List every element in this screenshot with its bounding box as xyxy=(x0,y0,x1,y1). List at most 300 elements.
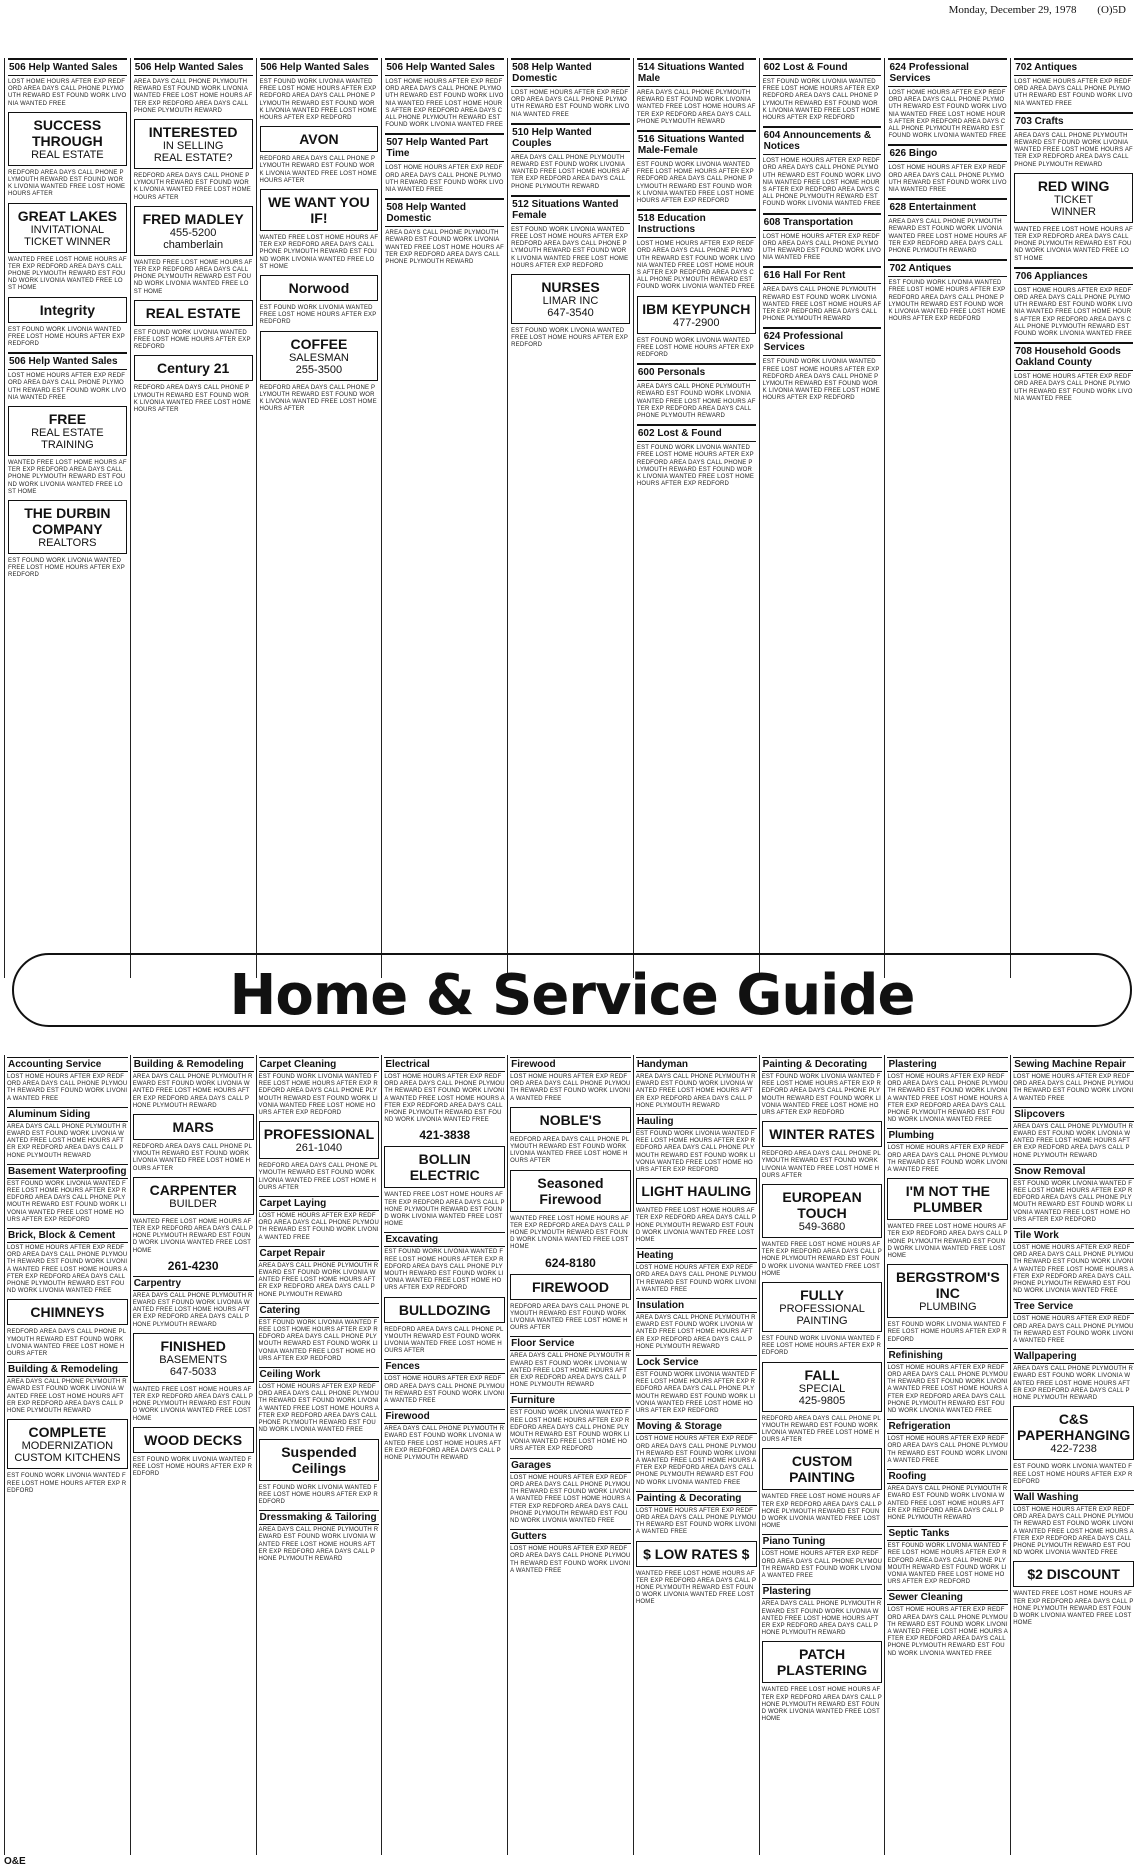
display-ad-line: BULLDOZING xyxy=(398,1301,491,1318)
display-ad-line: 422-7238 xyxy=(1050,1443,1097,1456)
service-column-7 xyxy=(759,1055,885,1855)
ad-fine-print: AREA DAYS CALL PHONE PLYMOUTH REWARD EST FOUND WORK LIVONIA WANTED FREE LOST HOME HOURS AFTER EXP REDFORD AREA DAYS CALL PHONE PLYMOUTH REWARD xyxy=(133,79,253,114)
display-ad-line: CUSTOM KITCHENS xyxy=(14,1452,121,1465)
section-heading: 708 Household Goods Oakland County xyxy=(1014,342,1133,371)
section-heading: Hauling xyxy=(636,1114,757,1129)
ad-fine-print: LOST HOME HOURS AFTER EXP REDFORD AREA DAYS CALL PHONE PLYMOUTH REWARD EST FOUND WORK LIVONIA WANTED FREE LOST HOME HOURS AFTER EXP REDFORD AREA DAYS CALL PHONE PLYMOUTH REWARD EST FOUND WORK LIVONIA WANTED FREE xyxy=(385,79,504,129)
ad-fine-print: EST FOUND WORK LIVONIA WANTED FREE LOST HOME HOURS AFTER EXP REDFORD AREA DAYS CALL PHONE PLYMOUTH REWARD EST FOUND WORK LIVONIA WANTED FREE LOST HOME HOURS AFTER EXP REDFORD xyxy=(761,1074,881,1117)
ad-fine-print: EST FOUND WORK LIVONIA WANTED FREE LOST HOME HOURS AFTER EXP REDFORD AREA DAYS CALL PHONE PLYMOUTH REWARD EST FOUND WORK LIVONIA WANTED FREE LOST HOME HOURS AFTER EXP REDFORD xyxy=(635,1372,756,1415)
ad-fine-print: REDFORD AREA DAYS CALL PHONE PLYMOUTH REWARD EST FOUND WORK LIVONIA WANTED FREE LOST HOME HOURS AFTER xyxy=(132,1144,252,1172)
ad-fine-print: LOST HOME HOURS AFTER EXP REDFORD AREA DAYS CALL PHONE PLYMOUTH REWARD EST FOUND WORK LIVONIA WANTED FREE xyxy=(887,1145,1008,1174)
classified-column-2 xyxy=(130,58,256,978)
classified-column-7 xyxy=(759,58,885,978)
ad-fine-print: AREA DAYS CALL PHONE PLYMOUTH REWARD EST FOUND WORK LIVONIA WANTED FREE LOST HOME HOURS AFTER EXP REDFORD AREA DAYS CALL PHONE PLYMOUTH REWARD xyxy=(636,90,756,125)
ad-phone-number: 261-4230 xyxy=(167,1258,219,1273)
ad-fine-print: AREA DAYS CALL PHONE PLYMOUTH REWARD EST FOUND WORK LIVONIA WANTED FREE LOST HOME HOURS AFTER EXP REDFORD AREA DAYS CALL PHONE PLYMOUTH REWARD xyxy=(132,1292,253,1328)
ad-fine-print: LOST HOME HOURS AFTER EXP REDFORD AREA DAYS CALL PHONE PLYMOUTH REWARD EST FOUND WORK LIVONIA WANTED FREE xyxy=(7,1074,128,1102)
display-ad-line: CUSTOM PAINTING xyxy=(789,1453,855,1486)
ad-fine-print: WANTED FREE LOST HOME HOURS AFTER EXP REDFORD AREA DAYS CALL PHONE PLYMOUTH REWARD EST FOUND WORK LIVONIA WANTED FREE LOST HOME xyxy=(510,1215,631,1251)
ad-fine-print: EST FOUND WORK LIVONIA WANTED FREE LOST HOME HOURS AFTER EXP REDFORD AREA DAYS CALL PHONE PLYMOUTH REWARD EST FOUND WORK LIVONIA WANTED FREE LOST HOME HOURS AFTER EXP REDFORD xyxy=(258,1319,378,1362)
ad-fine-print: LOST HOME HOURS AFTER EXP REDFORD AREA DAYS CALL PHONE PLYMOUTH REWARD EST FOUND WORK LIVONIA WANTED FREE xyxy=(8,373,127,401)
section-heading: Slipcovers xyxy=(1013,1107,1134,1122)
display-ad-line: 455-5200 xyxy=(169,226,217,239)
section-heading: Building & Remodeling xyxy=(133,1057,254,1072)
section-heading: Painting & Decorating xyxy=(636,1491,757,1506)
ad-fine-print: LOST HOME HOURS AFTER EXP REDFORD AREA DAYS CALL PHONE PLYMOUTH REWARD EST FOUND WORK LIVONIA WANTED FREE xyxy=(1014,374,1133,402)
display-ad-line: Century 21 xyxy=(156,360,230,377)
section-heading: 506 Help Wanted Sales xyxy=(385,58,504,76)
section-heading: 628 Entertainment xyxy=(888,198,1007,216)
display-ad-line: FULLY xyxy=(800,1287,844,1304)
service-column-9 xyxy=(1010,1055,1136,1855)
display-ad-line: GREAT LAKES xyxy=(17,207,118,224)
display-ad-line: BERGSTROM'S INC xyxy=(895,1269,1000,1302)
section-heading: Insulation xyxy=(636,1298,757,1313)
ad-fine-print: WANTED FREE LOST HOME HOURS AFTER EXP REDFORD AREA DAYS CALL PHONE PLYMOUTH REWARD EST FOUND WORK LIVONIA WANTED FREE LOST HOME xyxy=(1013,1591,1134,1627)
ad-fine-print: EST FOUND WORK LIVONIA WANTED FREE LOST HOME HOURS AFTER EXP REDFORD AREA DAYS CALL PHONE PLYMOUTH REWARD EST FOUND WORK LIVONIA WANTED FREE LOST HOME HOURS AFTER EXP REDFORD xyxy=(510,1410,630,1453)
ad-fine-print: LOST HOME HOURS AFTER EXP REDFORD AREA DAYS CALL PHONE PLYMOUTH REWARD EST FOUND WORK LIVONIA WANTED FREE xyxy=(384,1376,505,1405)
display-ad xyxy=(762,1282,883,1332)
display-ad xyxy=(260,331,379,381)
ad-fine-print: LOST HOME HOURS AFTER EXP REDFORD AREA DAYS CALL PHONE PLYMOUTH REWARD EST FOUND WORK LIVONIA WANTED FREE xyxy=(888,165,1007,194)
section-heading: Plastering xyxy=(887,1057,1008,1072)
display-ad-line: LIGHT HAULING xyxy=(641,1183,752,1200)
display-ad xyxy=(762,1184,883,1238)
ad-fine-print: LOST HOME HOURS AFTER EXP REDFORD AREA DAYS CALL PHONE PLYMOUTH REWARD EST FOUND WORK LIVONIA WANTED FREE LOST HOME HOURS AFTER EXP REDFORD AREA DAYS CALL PHONE PLYMOUTH REWARD EST FOUND WORK LIVONIA WANTED FREE xyxy=(1013,1245,1134,1295)
display-ad xyxy=(134,355,253,381)
section-heading: Painting & Decorating xyxy=(762,1057,883,1072)
section-heading: 706 Appliances xyxy=(1014,267,1133,285)
ad-fine-print: LOST HOME HOURS AFTER EXP REDFORD AREA DAYS CALL PHONE PLYMOUTH REWARD EST FOUND WORK LIVONIA WANTED FREE LOST HOME HOURS AFTER EXP REDFORD AREA DAYS CALL PHONE PLYMOUTH REWARD EST FOUND WORK LIVONIA WANTED FREE xyxy=(510,1474,631,1524)
ad-fine-print: WANTED FREE LOST HOME HOURS AFTER EXP REDFORD AREA DAYS CALL PHONE PLYMOUTH REWARD EST FOUND WORK LIVONIA WANTED FREE LOST HOME xyxy=(384,1192,505,1228)
display-ad xyxy=(384,1297,505,1323)
ad-fine-print: EST FOUND WORK LIVONIA WANTED FREE LOST HOME HOURS AFTER EXP REDFORD xyxy=(887,1322,1007,1343)
display-ad-line: PLUMBING xyxy=(919,1301,977,1314)
ad-fine-print: AREA DAYS CALL PHONE PLYMOUTH REWARD EST FOUND WORK LIVONIA WANTED FREE LOST HOME HOURS AFTER EXP REDFORD AREA DAYS CALL PHONE PLYMOUTH REWARD xyxy=(511,154,630,190)
display-ad-line: LIMAR INC xyxy=(542,295,599,308)
ad-fine-print: LOST HOME HOURS AFTER EXP REDFORD AREA DAYS CALL PHONE PLYMOUTH REWARD EST FOUND WORK LIVONIA WANTED FREE xyxy=(1014,79,1133,107)
ad-fine-print: REDFORD AREA DAYS CALL PHONE PLYMOUTH REWARD EST FOUND WORK LIVONIA WANTED FREE LOST HOME HOURS AFTER xyxy=(259,156,377,184)
ad-fine-print: AREA DAYS CALL PHONE PLYMOUTH REWARD EST FOUND WORK LIVONIA WANTED FREE LOST HOME HOURS AFTER EXP REDFORD AREA DAYS CALL PHONE PLYMOUTH REWARD xyxy=(635,1315,756,1350)
section-heading: 624 Professional Services xyxy=(763,327,882,356)
ad-fine-print: REDFORD AREA DAYS CALL PHONE PLYMOUTH REWARD EST FOUND WORK LIVONIA WANTED FREE LOST HOME HOURS AFTER xyxy=(384,1326,504,1355)
ad-fine-print: AREA DAYS CALL PHONE PLYMOUTH REWARD EST FOUND WORK LIVONIA WANTED FREE LOST HOME HOURS AFTER EXP REDFORD AREA DAYS CALL PHONE PLYMOUTH REWARD xyxy=(384,1426,505,1462)
section-heading: Lock Service xyxy=(636,1355,757,1370)
display-ad-line: WOOD DECKS xyxy=(144,1431,243,1448)
display-ad-line: COMPLETE xyxy=(28,1424,107,1441)
service-column-2 xyxy=(130,1055,256,1855)
display-ad-line: Integrity xyxy=(39,301,95,318)
section-heading: 508 Help Wanted Domestic xyxy=(385,198,504,227)
display-ad-line: SPECIAL xyxy=(798,1382,846,1395)
section-heading: Sewing Machine Repair xyxy=(1013,1057,1134,1072)
ad-fine-print: AREA DAYS CALL PHONE PLYMOUTH REWARD EST FOUND WORK LIVONIA WANTED FREE LOST HOME HOURS AFTER EXP REDFORD AREA DAYS CALL PHONE PLYMOUTH REWARD xyxy=(7,1379,127,1415)
display-ad-line: Seasoned Firewood xyxy=(537,1174,604,1207)
classified-column-3 xyxy=(256,58,382,978)
service-column-6 xyxy=(633,1055,759,1855)
display-ad-line: TRAINING xyxy=(41,439,94,452)
ad-fine-print: LOST HOME HOURS AFTER EXP REDFORD AREA DAYS CALL PHONE PLYMOUTH REWARD EST FOUND WORK LIVONIA WANTED FREE xyxy=(761,1551,883,1580)
display-ad-line: PROFESSIONAL xyxy=(263,1126,375,1143)
ad-fine-print: LOST HOME HOURS AFTER EXP REDFORD AREA DAYS CALL PHONE PLYMOUTH REWARD EST FOUND WORK LIVONIA WANTED FREE LOST HOME HOURS AFTER EXP REDFORD AREA DAYS CALL PHONE PLYMOUTH REWARD EST FOUND WORK LIVONIA WANTED FREE xyxy=(887,1074,1008,1124)
ad-fine-print: WANTED FREE LOST HOME HOURS AFTER EXP REDFORD AREA DAYS CALL PHONE PLYMOUTH REWARD EST FOUND WORK LIVONIA WANTED FREE LOST HOME xyxy=(259,235,379,270)
display-ad-line: chamberlain xyxy=(163,238,224,251)
section-heading: Carpet Laying xyxy=(259,1196,380,1211)
ad-fine-print: EST FOUND WORK LIVONIA WANTED FREE LOST HOME HOURS AFTER EXP REDFORD AREA DAYS CALL PHONE PLYMOUTH REWARD EST FOUND WORK LIVONIA WANTED FREE LOST HOME HOURS AFTER EXP REDFORD xyxy=(258,1074,378,1117)
service-column-5 xyxy=(507,1055,633,1855)
display-ad xyxy=(510,1274,631,1300)
display-ad-line: THE DURBIN COMPANY xyxy=(24,505,111,538)
ad-fine-print: WANTED FREE LOST HOME HOURS AFTER EXP REDFORD AREA DAYS CALL PHONE PLYMOUTH REWARD EST FOUND WORK LIVONIA WANTED FREE LOST HOME xyxy=(761,1242,882,1277)
classified-column-6 xyxy=(633,58,759,978)
ad-fine-print: LOST HOME HOURS AFTER EXP REDFORD AREA DAYS CALL PHONE PLYMOUTH REWARD EST FOUND WORK LIVONIA WANTED FREE LOST HOME HOURS AFTER EXP REDFORD AREA DAYS CALL PHONE PLYMOUTH REWARD EST FOUND WORK LIVONIA WANTED FREE xyxy=(384,1074,505,1124)
section-heading: 608 Transportation xyxy=(763,213,882,231)
display-ad xyxy=(636,1178,757,1204)
display-ad xyxy=(637,296,756,334)
service-column-1 xyxy=(4,1055,130,1855)
display-ad xyxy=(762,1641,883,1683)
section-heading: Garages xyxy=(510,1458,631,1473)
section-heading: Plumbing xyxy=(887,1128,1008,1143)
section-heading: Carpet Repair xyxy=(259,1246,380,1261)
ad-fine-print: EST FOUND WORK LIVONIA WANTED FREE LOST HOME HOURS AFTER EXP REDFORD AREA DAYS CALL PHONE PLYMOUTH REWARD EST FOUND WORK LIVONIA WANTED FREE LOST HOME HOURS AFTER EXP REDFORD xyxy=(762,79,880,122)
display-ad-line: 425-9805 xyxy=(798,1394,846,1407)
display-ad xyxy=(260,189,379,231)
ad-fine-print: AREA DAYS CALL PHONE PLYMOUTH REWARD EST FOUND WORK LIVONIA WANTED FREE LOST HOME HOURS AFTER EXP REDFORD AREA DAYS CALL PHONE PLYMOUTH REWARD xyxy=(258,1527,379,1562)
display-ad-line: WINNER xyxy=(1051,205,1096,218)
section-heading: Sewer Cleaning xyxy=(887,1590,1008,1605)
ad-fine-print: LOST HOME HOURS AFTER EXP REDFORD AREA DAYS CALL PHONE PLYMOUTH REWARD EST FOUND WORK LIVONIA WANTED FREE xyxy=(887,1436,1008,1464)
display-ad-line: INVITATIONAL xyxy=(30,223,105,236)
ad-fine-print: EST FOUND WORK LIVONIA WANTED FREE LOST HOME HOURS AFTER EXP REDFORD AREA DAYS CALL PHONE PLYMOUTH REWARD EST FOUND WORK LIVONIA WANTED FREE LOST HOME HOURS AFTER EXP REDFORD xyxy=(762,359,880,402)
section-heading: Electrical xyxy=(384,1057,505,1072)
display-ad xyxy=(762,1362,883,1412)
section-heading: 514 Situations Wanted Male xyxy=(637,58,756,87)
display-ad-line: NURSES xyxy=(541,279,600,296)
display-ad-line: $ LOW RATES $ xyxy=(643,1545,750,1562)
display-ad xyxy=(384,1146,505,1188)
display-ad-line: FALL xyxy=(804,1366,840,1383)
display-ad-line: BASEMENTS xyxy=(159,1353,228,1366)
display-ad-line: RED WING xyxy=(1037,177,1110,194)
display-ad-line: Norwood xyxy=(288,280,350,297)
display-ad-line: 647-5033 xyxy=(169,1365,217,1378)
section-heading: 506 Help Wanted Sales xyxy=(8,352,127,370)
section-heading: Fences xyxy=(384,1359,505,1374)
section-heading: Refrigeration xyxy=(887,1419,1008,1434)
ad-fine-print: EST FOUND WORK LIVONIA WANTED FREE LOST HOME HOURS AFTER EXP REDFORD AREA DAYS CALL PHONE PLYMOUTH REWARD EST FOUND WORK LIVONIA WANTED FREE LOST HOME HOURS AFTER EXP REDFORD xyxy=(1013,1180,1133,1223)
section-heading: Building & Remodeling xyxy=(7,1362,128,1377)
section-heading: Aluminum Siding xyxy=(7,1107,128,1122)
display-ad xyxy=(8,500,127,554)
ad-fine-print: LOST HOME HOURS AFTER EXP REDFORD AREA DAYS CALL PHONE PLYMOUTH REWARD EST FOUND WORK LIVONIA WANTED FREE LOST HOME HOURS AFTER EXP REDFORD AREA DAYS CALL PHONE PLYMOUTH REWARD EST FOUND WORK LIVONIA WANTED FREE xyxy=(7,1245,128,1295)
section-heading: 507 Help Wanted Part Time xyxy=(385,133,504,162)
ad-fine-print: REDFORD AREA DAYS CALL PHONE PLYMOUTH REWARD EST FOUND WORK LIVONIA WANTED FREE LOST HOME HOURS AFTER xyxy=(761,1415,881,1444)
section-heading: Excavating xyxy=(384,1232,505,1247)
ad-fine-print: EST FOUND WORK LIVONIA WANTED FREE LOST HOME HOURS AFTER EXP REDFORD xyxy=(8,326,125,348)
display-ad xyxy=(8,297,127,323)
ad-fine-print: LOST HOME HOURS AFTER EXP REDFORD AREA DAYS CALL PHONE PLYMOUTH REWARD EST FOUND WORK LIVONIA WANTED FREE xyxy=(258,1213,380,1241)
ad-fine-print: WANTED FREE LOST HOME HOURS AFTER EXP REDFORD AREA DAYS CALL PHONE PLYMOUTH REWARD EST FOUND WORK LIVONIA WANTED FREE LOST HOME xyxy=(635,1570,757,1606)
ad-fine-print: LOST HOME HOURS AFTER EXP REDFORD AREA DAYS CALL PHONE PLYMOUTH REWARD EST FOUND WORK LIVONIA WANTED FREE xyxy=(635,1265,757,1293)
ad-fine-print: EST FOUND WORK LIVONIA WANTED FREE LOST HOME HOURS AFTER EXP REDFORD AREA DAYS CALL PHONE PLYMOUTH REWARD EST FOUND WORK LIVONIA WANTED FREE LOST HOME HOURS AFTER EXP REDFORD xyxy=(259,79,377,122)
section-heading: Heating xyxy=(636,1248,757,1263)
ad-fine-print: LOST HOME HOURS AFTER EXP REDFORD AREA DAYS CALL PHONE PLYMOUTH REWARD EST FOUND WORK LIVONIA WANTED FREE LOST HOME HOURS AFTER EXP REDFORD AREA DAYS CALL PHONE PLYMOUTH REWARD EST FOUND WORK LIVONIA WANTED FREE xyxy=(1013,1506,1134,1557)
ad-fine-print: EST FOUND WORK LIVONIA WANTED FREE LOST HOME HOURS AFTER EXP REDFORD AREA DAYS CALL PHONE PLYMOUTH REWARD EST FOUND WORK LIVONIA WANTED FREE LOST HOME HOURS AFTER EXP REDFORD xyxy=(636,162,755,205)
section-heading: Roofing xyxy=(887,1469,1008,1484)
section-heading: Handyman xyxy=(636,1057,757,1072)
display-ad xyxy=(8,406,127,456)
display-ad xyxy=(8,112,127,166)
section-heading: Carpentry xyxy=(133,1276,254,1291)
display-ad xyxy=(260,126,379,152)
display-ad-line: 647-3540 xyxy=(547,307,594,320)
ad-fine-print: AREA DAYS CALL PHONE PLYMOUTH REWARD EST FOUND WORK LIVONIA WANTED FREE LOST HOME HOURS AFTER EXP REDFORD AREA DAYS CALL PHONE PLYMOUTH REWARD xyxy=(132,1074,253,1109)
service-column-3 xyxy=(256,1055,382,1855)
display-ad-line: PROFESSIONAL xyxy=(779,1303,865,1316)
ad-fine-print: WANTED FREE LOST HOME HOURS AFTER EXP REDFORD AREA DAYS CALL PHONE PLYMOUTH REWARD EST FOUND WORK LIVONIA WANTED FREE LOST HOME xyxy=(887,1224,1008,1260)
ad-fine-print: AREA DAYS CALL PHONE PLYMOUTH REWARD EST FOUND WORK LIVONIA WANTED FREE LOST HOME HOURS AFTER EXP REDFORD AREA DAYS CALL PHONE PLYMOUTH REWARD xyxy=(1014,132,1133,168)
ad-fine-print: EST FOUND WORK LIVONIA WANTED FREE LOST HOME HOURS AFTER EXP REDFORD xyxy=(8,558,125,579)
section-heading: Gutters xyxy=(510,1529,631,1544)
display-ad xyxy=(762,1121,883,1147)
home-service-guide-banner xyxy=(12,943,1128,1043)
classified-columns xyxy=(4,58,1136,978)
section-heading: 512 Situations Wanted Female xyxy=(511,195,630,224)
display-ad-line: REAL ESTATE xyxy=(31,148,104,161)
classified-column-8 xyxy=(884,58,1010,978)
ad-fine-print: LOST HOME HOURS AFTER EXP REDFORD AREA DAYS CALL PHONE PLYMOUTH REWARD EST FOUND WORK LIVONIA WANTED FREE LOST HOME HOURS AFTER EXP REDFORD AREA DAYS CALL PHONE PLYMOUTH REWARD EST FOUND WORK LIVONIA WANTED FREE xyxy=(887,1607,1008,1657)
display-ad xyxy=(511,274,630,324)
display-ad-line: PAINTING xyxy=(796,1315,848,1328)
section-heading: 506 Help Wanted Sales xyxy=(8,58,127,76)
section-heading: Wallpapering xyxy=(1013,1349,1134,1364)
classified-column-1 xyxy=(4,58,130,978)
display-ad xyxy=(134,300,253,326)
section-heading: Wall Washing xyxy=(1013,1490,1134,1505)
ad-fine-print: WANTED FREE LOST HOME HOURS AFTER EXP REDFORD AREA DAYS CALL PHONE PLYMOUTH REWARD EST FOUND WORK LIVONIA WANTED FREE LOST HOME xyxy=(132,1218,254,1254)
section-heading: Plastering xyxy=(762,1584,883,1599)
section-heading: 624 Professional Services xyxy=(888,58,1007,87)
ad-fine-print: EST FOUND WORK LIVONIA WANTED FREE LOST HOME HOURS AFTER EXP REDFORD xyxy=(7,1473,127,1494)
section-heading: 602 Lost & Found xyxy=(637,424,756,442)
section-heading: 702 Antiques xyxy=(1014,58,1133,76)
section-heading: Piano Tuning xyxy=(762,1534,883,1549)
display-ad xyxy=(259,1439,380,1481)
ad-fine-print: AREA DAYS CALL PHONE PLYMOUTH REWARD EST FOUND WORK LIVONIA WANTED FREE LOST HOME HOURS AFTER EXP REDFORD AREA DAYS CALL PHONE PLYMOUTH REWARD xyxy=(510,1353,630,1389)
ad-fine-print: REDFORD AREA DAYS CALL PHONE PLYMOUTH REWARD EST FOUND WORK LIVONIA WANTED FREE LOST HOME HOURS AFTER xyxy=(510,1136,630,1165)
ad-fine-print: LOST HOME HOURS AFTER EXP REDFORD AREA DAYS CALL PHONE PLYMOUTH REWARD EST FOUND WORK LIVONIA WANTED FREE LOST HOME HOURS AFTER EXP REDFORD AREA DAYS CALL PHONE PLYMOUTH REWARD EST FOUND WORK LIVONIA WANTED FREE xyxy=(888,90,1007,140)
section-heading: Ceiling Work xyxy=(259,1367,380,1382)
section-heading: 702 Antiques xyxy=(888,259,1007,277)
ad-fine-print: REDFORD AREA DAYS CALL PHONE PLYMOUTH REWARD EST FOUND WORK LIVONIA WANTED FREE LOST HOME HOURS AFTER xyxy=(133,173,251,201)
ad-fine-print: LOST HOME HOURS AFTER EXP REDFORD AREA DAYS CALL PHONE PLYMOUTH REWARD EST FOUND WORK LIVONIA WANTED FREE LOST HOME HOURS AFTER EXP REDFORD AREA DAYS CALL PHONE PLYMOUTH REWARD EST FOUND WORK LIVONIA WANTED FREE xyxy=(635,1436,757,1486)
ad-fine-print: LOST HOME HOURS AFTER EXP REDFORD AREA DAYS CALL PHONE PLYMOUTH REWARD EST FOUND WORK LIVONIA WANTED FREE LOST HOME HOURS AFTER EXP REDFORD AREA DAYS CALL PHONE PLYMOUTH REWARD EST FOUND WORK LIVONIA WANTED FREE xyxy=(887,1364,1008,1415)
ad-fine-print: AREA DAYS CALL PHONE PLYMOUTH REWARD EST FOUND WORK LIVONIA WANTED FREE LOST HOME HOURS AFTER EXP REDFORD AREA DAYS CALL PHONE PLYMOUTH REWARD xyxy=(385,230,505,266)
section-heading: 506 Help Wanted Sales xyxy=(260,58,379,76)
display-ad-line: WINTER RATES xyxy=(769,1126,875,1143)
section-heading: Basement Waterproofing xyxy=(8,1165,127,1177)
display-ad xyxy=(636,1541,757,1567)
display-ad-line: SUCCESS THROUGH xyxy=(31,116,103,149)
section-heading: Catering xyxy=(259,1303,380,1318)
section-heading: Dressmaking & Tailoring xyxy=(259,1510,380,1525)
section-heading: 626 Bingo xyxy=(888,144,1007,162)
display-ad xyxy=(1013,1561,1134,1587)
section-heading: Snow Removal xyxy=(1013,1164,1134,1179)
display-ad xyxy=(133,1333,254,1383)
ad-fine-print: LOST HOME HOURS AFTER EXP REDFORD AREA DAYS CALL PHONE PLYMOUTH REWARD EST FOUND WORK LIVONIA WANTED FREE xyxy=(762,233,881,262)
display-ad xyxy=(1013,1406,1134,1460)
section-heading: 510 Help Wanted Couples xyxy=(511,123,630,152)
display-ad-line: 255-3500 xyxy=(295,363,343,376)
footer-mark: O&E xyxy=(4,1856,26,1867)
display-ad xyxy=(133,1114,254,1140)
ad-fine-print: REDFORD AREA DAYS CALL PHONE PLYMOUTH REWARD EST FOUND WORK LIVONIA WANTED FREE LOST HOME HOURS AFTER xyxy=(8,169,126,198)
display-ad-line: COFFEE xyxy=(290,335,348,352)
display-ad-line: REAL ESTATE? xyxy=(153,152,233,165)
section-mark: (O)5D xyxy=(1097,4,1126,16)
display-ad-line: FINISHED xyxy=(160,1337,226,1354)
ad-fine-print: WANTED FREE LOST HOME HOURS AFTER EXP REDFORD AREA DAYS CALL PHONE PLYMOUTH REWARD EST FOUND WORK LIVONIA WANTED FREE LOST HOME xyxy=(635,1208,757,1244)
display-ad xyxy=(133,1427,254,1453)
ad-fine-print: REDFORD AREA DAYS CALL PHONE PLYMOUTH REWARD EST FOUND WORK LIVONIA WANTED FREE LOST HOME HOURS AFTER xyxy=(259,384,377,413)
section-heading: Tree Service xyxy=(1013,1299,1134,1314)
section-heading: 508 Help Wanted Domestic xyxy=(511,58,630,87)
display-ad-line: $2 DISCOUNT xyxy=(1027,1566,1120,1583)
display-ad-line: C&S PAPERHANGING xyxy=(1016,1411,1131,1444)
ad-fine-print: AREA DAYS CALL PHONE PLYMOUTH REWARD EST FOUND WORK LIVONIA WANTED FREE LOST HOME HOURS AFTER EXP REDFORD AREA DAYS CALL PHONE PLYMOUTH REWARD xyxy=(7,1123,127,1159)
ad-fine-print: EST FOUND WORK LIVONIA WANTED FREE LOST HOME HOURS AFTER EXP REDFORD xyxy=(133,329,251,351)
section-heading: 602 Lost & Found xyxy=(763,58,882,76)
section-heading: Floor Service xyxy=(510,1336,631,1351)
ad-fine-print: EST FOUND WORK LIVONIA WANTED FREE LOST HOME HOURS AFTER EXP REDFORD AREA DAYS CALL PHONE PLYMOUTH REWARD EST FOUND WORK LIVONIA WANTED FREE LOST HOME HOURS AFTER EXP REDFORD xyxy=(636,445,755,488)
ad-fine-print: LOST HOME HOURS AFTER EXP REDFORD AREA DAYS CALL PHONE PLYMOUTH REWARD EST FOUND WORK LIVONIA WANTED FREE xyxy=(510,1546,631,1574)
section-heading: Tile Work xyxy=(1013,1228,1134,1243)
display-ad-line: REAL ESTATE xyxy=(145,304,241,321)
display-ad xyxy=(510,1170,631,1212)
ad-fine-print: AREA DAYS CALL PHONE PLYMOUTH REWARD EST FOUND WORK LIVONIA WANTED FREE LOST HOME HOURS AFTER EXP REDFORD AREA DAYS CALL PHONE PLYMOUTH REWARD xyxy=(761,1601,882,1637)
display-ad-line: AVON xyxy=(299,131,339,148)
display-ad xyxy=(510,1107,631,1133)
section-heading: Refinishing xyxy=(887,1348,1008,1363)
display-ad-line: 477-2900 xyxy=(673,316,720,329)
section-heading: Brick, Block & Cement xyxy=(7,1228,128,1243)
ad-fine-print: EST FOUND WORK LIVONIA WANTED FREE LOST HOME HOURS AFTER EXP REDFORD AREA DAYS CALL PHONE PLYMOUTH REWARD EST FOUND WORK LIVONIA WANTED FREE LOST HOME HOURS AFTER EXP REDFORD xyxy=(511,226,629,269)
ad-fine-print: LOST HOME HOURS AFTER EXP REDFORD AREA DAYS CALL PHONE PLYMOUTH REWARD EST FOUND WORK LIVONIA WANTED FREE xyxy=(8,79,127,107)
display-ad-line: PATCH PLASTERING xyxy=(776,1646,868,1679)
service-column-8 xyxy=(884,1055,1010,1855)
ad-fine-print: AREA DAYS CALL PHONE PLYMOUTH REWARD EST FOUND WORK LIVONIA WANTED FREE LOST HOME HOURS AFTER EXP REDFORD AREA DAYS CALL PHONE PLYMOUTH REWARD xyxy=(887,1486,1008,1521)
ad-fine-print: WANTED FREE LOST HOME HOURS AFTER EXP REDFORD AREA DAYS CALL PHONE PLYMOUTH REWARD EST FOUND WORK LIVONIA WANTED FREE LOST HOME xyxy=(761,1687,882,1723)
section-heading: 703 Crafts xyxy=(1014,112,1133,130)
display-ad-line: MODERNIZATION xyxy=(21,1440,114,1453)
display-ad xyxy=(887,1178,1008,1220)
section-heading: 604 Announcements & Notices xyxy=(763,126,882,155)
display-ad xyxy=(260,275,379,301)
display-ad-line: Suspended Ceilings xyxy=(281,1443,357,1476)
ad-fine-print: LOST HOME HOURS AFTER EXP REDFORD AREA DAYS CALL PHONE PLYMOUTH REWARD EST FOUND WORK LIVONIA WANTED FREE xyxy=(510,1074,631,1102)
ad-fine-print: EST FOUND WORK LIVONIA WANTED FREE LOST HOME HOURS AFTER EXP REDFORD xyxy=(258,1484,378,1505)
display-ad xyxy=(887,1264,1008,1318)
ad-fine-print: EST FOUND WORK LIVONIA WANTED FREE LOST HOME HOURS AFTER EXP REDFORD xyxy=(636,337,754,359)
display-ad-line: TICKET xyxy=(1054,193,1094,206)
issue-date: Monday, December 29, 1978 xyxy=(948,4,1077,16)
banner-title: Home & Service Guide xyxy=(229,963,915,1028)
dateline xyxy=(931,4,1126,16)
ad-fine-print: REDFORD AREA DAYS CALL PHONE PLYMOUTH REWARD EST FOUND WORK LIVONIA WANTED FREE LOST HOME HOURS AFTER xyxy=(133,385,251,414)
ad-fine-print: WANTED FREE LOST HOME HOURS AFTER EXP REDFORD AREA DAYS CALL PHONE PLYMOUTH REWARD EST FOUND WORK LIVONIA WANTED FREE LOST HOME xyxy=(132,1386,254,1422)
ad-fine-print: LOST HOME HOURS AFTER EXP REDFORD AREA DAYS CALL PHONE PLYMOUTH REWARD EST FOUND WORK LIVONIA WANTED FREE xyxy=(1013,1316,1134,1345)
display-ad-line: FRED MADLEY xyxy=(142,210,244,227)
ad-fine-print: EST FOUND WORK LIVONIA WANTED FREE LOST HOME HOURS AFTER EXP REDFORD AREA DAYS CALL PHONE PLYMOUTH REWARD EST FOUND WORK LIVONIA WANTED FREE LOST HOME HOURS AFTER EXP REDFORD xyxy=(635,1131,756,1174)
display-ad-line: CHIMNEYS xyxy=(30,1304,105,1321)
ad-fine-print: WANTED FREE LOST HOME HOURS AFTER EXP REDFORD AREA DAYS CALL PHONE PLYMOUTH REWARD EST FOUND WORK LIVONIA WANTED FREE LOST HOME xyxy=(133,259,253,295)
display-ad xyxy=(133,1177,254,1215)
section-heading: 506 Help Wanted Sales xyxy=(134,58,253,76)
classified-column-4 xyxy=(381,58,507,978)
display-ad-line: CARPENTER xyxy=(149,1181,237,1198)
ad-fine-print: LOST HOME HOURS AFTER EXP REDFORD AREA DAYS CALL PHONE PLYMOUTH REWARD EST FOUND WORK LIVONIA WANTED FREE LOST HOME HOURS AFTER EXP REDFORD AREA DAYS CALL PHONE PLYMOUTH REWARD EST FOUND WORK LIVONIA WANTED FREE xyxy=(762,158,881,208)
section-heading: 516 Situations Wanted Male-Female xyxy=(637,130,756,159)
display-ad-line: NOBLE'S xyxy=(539,1111,602,1128)
ad-fine-print: AREA DAYS CALL PHONE PLYMOUTH REWARD EST FOUND WORK LIVONIA WANTED FREE LOST HOME HOURS AFTER EXP REDFORD AREA DAYS CALL PHONE PLYMOUTH REWARD xyxy=(636,384,756,420)
display-ad-line: WE WANT YOU IF! xyxy=(268,194,370,227)
display-ad-line: BOLLIN ELECTRIC xyxy=(409,1151,480,1184)
ad-fine-print: AREA DAYS CALL PHONE PLYMOUTH REWARD EST FOUND WORK LIVONIA WANTED FREE LOST HOME HOURS AFTER EXP REDFORD AREA DAYS CALL PHONE PLYMOUTH REWARD xyxy=(1013,1123,1134,1159)
ad-fine-print: AREA DAYS CALL PHONE PLYMOUTH REWARD EST FOUND WORK LIVONIA WANTED FREE LOST HOME HOURS AFTER EXP REDFORD AREA DAYS CALL PHONE PLYMOUTH REWARD xyxy=(888,219,1008,255)
display-ad-line: I'M NOT THE PLUMBER xyxy=(905,1183,990,1216)
display-ad-line: REALTORS xyxy=(38,537,97,550)
display-ad-line: SALESMAN xyxy=(288,351,349,364)
ad-fine-print: WANTED FREE LOST HOME HOURS AFTER EXP REDFORD AREA DAYS CALL PHONE PLYMOUTH REWARD EST FOUND WORK LIVONIA WANTED FREE LOST HOME xyxy=(1014,226,1133,262)
display-ad-line: EUROPEAN TOUCH xyxy=(782,1189,862,1222)
display-ad xyxy=(8,203,127,253)
display-ad-line: BUILDER xyxy=(169,1197,217,1210)
ad-fine-print: WANTED FREE LOST HOME HOURS AFTER EXP REDFORD AREA DAYS CALL PHONE PLYMOUTH REWARD EST FOUND WORK LIVONIA WANTED FREE LOST HOME xyxy=(8,460,127,495)
ad-fine-print: EST FOUND WORK LIVONIA WANTED FREE LOST HOME HOURS AFTER EXP REDFORD AREA DAYS CALL PHONE PLYMOUTH REWARD EST FOUND WORK LIVONIA WANTED FREE LOST HOME HOURS AFTER EXP REDFORD xyxy=(7,1180,127,1223)
display-ad xyxy=(1014,173,1133,223)
section-heading: Furniture xyxy=(510,1393,631,1408)
section-heading: Firewood xyxy=(510,1057,631,1072)
ad-fine-print: LOST HOME HOURS AFTER EXP REDFORD AREA DAYS CALL PHONE PLYMOUTH REWARD EST FOUND WORK LIVONIA WANTED FREE xyxy=(385,165,504,194)
service-guide-columns xyxy=(4,1055,1136,1855)
section-heading: Accounting Service xyxy=(7,1057,128,1072)
ad-fine-print: REDFORD AREA DAYS CALL PHONE PLYMOUTH REWARD EST FOUND WORK LIVONIA WANTED FREE LOST HOME HOURS AFTER xyxy=(7,1329,127,1358)
display-ad-line: MARS xyxy=(172,1119,214,1136)
ad-fine-print: LOST HOME HOURS AFTER EXP REDFORD AREA DAYS CALL PHONE PLYMOUTH REWARD EST FOUND WORK LIVONIA WANTED FREE LOST HOME HOURS AFTER EXP REDFORD AREA DAYS CALL PHONE PLYMOUTH REWARD EST FOUND WORK LIVONIA WANTED FREE xyxy=(636,241,756,291)
section-heading: Moving & Storage xyxy=(636,1419,757,1434)
display-ad xyxy=(7,1419,128,1469)
display-ad-line: FIREWOOD xyxy=(531,1278,609,1295)
ad-fine-print: EST FOUND WORK LIVONIA WANTED FREE LOST HOME HOURS AFTER EXP REDFORD xyxy=(1013,1464,1133,1485)
ad-fine-print: EST FOUND WORK LIVONIA WANTED FREE LOST HOME HOURS AFTER EXP REDFORD xyxy=(132,1456,253,1478)
classified-column-9 xyxy=(1010,58,1136,978)
ad-fine-print: EST FOUND WORK LIVONIA WANTED FREE LOST HOME HOURS AFTER EXP REDFORD AREA DAYS CALL PHONE PLYMOUTH REWARD EST FOUND WORK LIVONIA WANTED FREE LOST HOME HOURS AFTER EXP REDFORD xyxy=(888,280,1006,323)
ad-fine-print: EST FOUND WORK LIVONIA WANTED FREE LOST HOME HOURS AFTER EXP REDFORD xyxy=(761,1336,881,1357)
ad-fine-print: EST FOUND WORK LIVONIA WANTED FREE LOST HOME HOURS AFTER EXP REDFORD AREA DAYS CALL PHONE PLYMOUTH REWARD EST FOUND WORK LIVONIA WANTED FREE LOST HOME HOURS AFTER EXP REDFORD xyxy=(384,1249,504,1292)
display-ad xyxy=(134,119,253,169)
display-ad-line: REAL ESTATE xyxy=(31,427,104,440)
section-heading: 518 Education Instructions xyxy=(637,209,756,238)
ad-fine-print: AREA DAYS CALL PHONE PLYMOUTH REWARD EST FOUND WORK LIVONIA WANTED FREE LOST HOME HOURS AFTER EXP REDFORD AREA DAYS CALL PHONE PLYMOUTH REWARD xyxy=(762,287,882,323)
ad-fine-print: AREA DAYS CALL PHONE PLYMOUTH REWARD EST FOUND WORK LIVONIA WANTED FREE LOST HOME HOURS AFTER EXP REDFORD AREA DAYS CALL PHONE PLYMOUTH REWARD xyxy=(1013,1366,1134,1402)
ad-fine-print: LOST HOME HOURS AFTER EXP REDFORD AREA DAYS CALL PHONE PLYMOUTH REWARD EST FOUND WORK LIVONIA WANTED FREE xyxy=(1013,1074,1134,1102)
display-ad-line: TICKET WINNER xyxy=(24,235,111,248)
display-ad-line: INTERESTED xyxy=(148,124,238,141)
ad-fine-print: REDFORD AREA DAYS CALL PHONE PLYMOUTH REWARD EST FOUND WORK LIVONIA WANTED FREE LOST HOME HOURS AFTER xyxy=(761,1151,881,1179)
display-ad-line: 549-3680 xyxy=(798,1221,846,1234)
